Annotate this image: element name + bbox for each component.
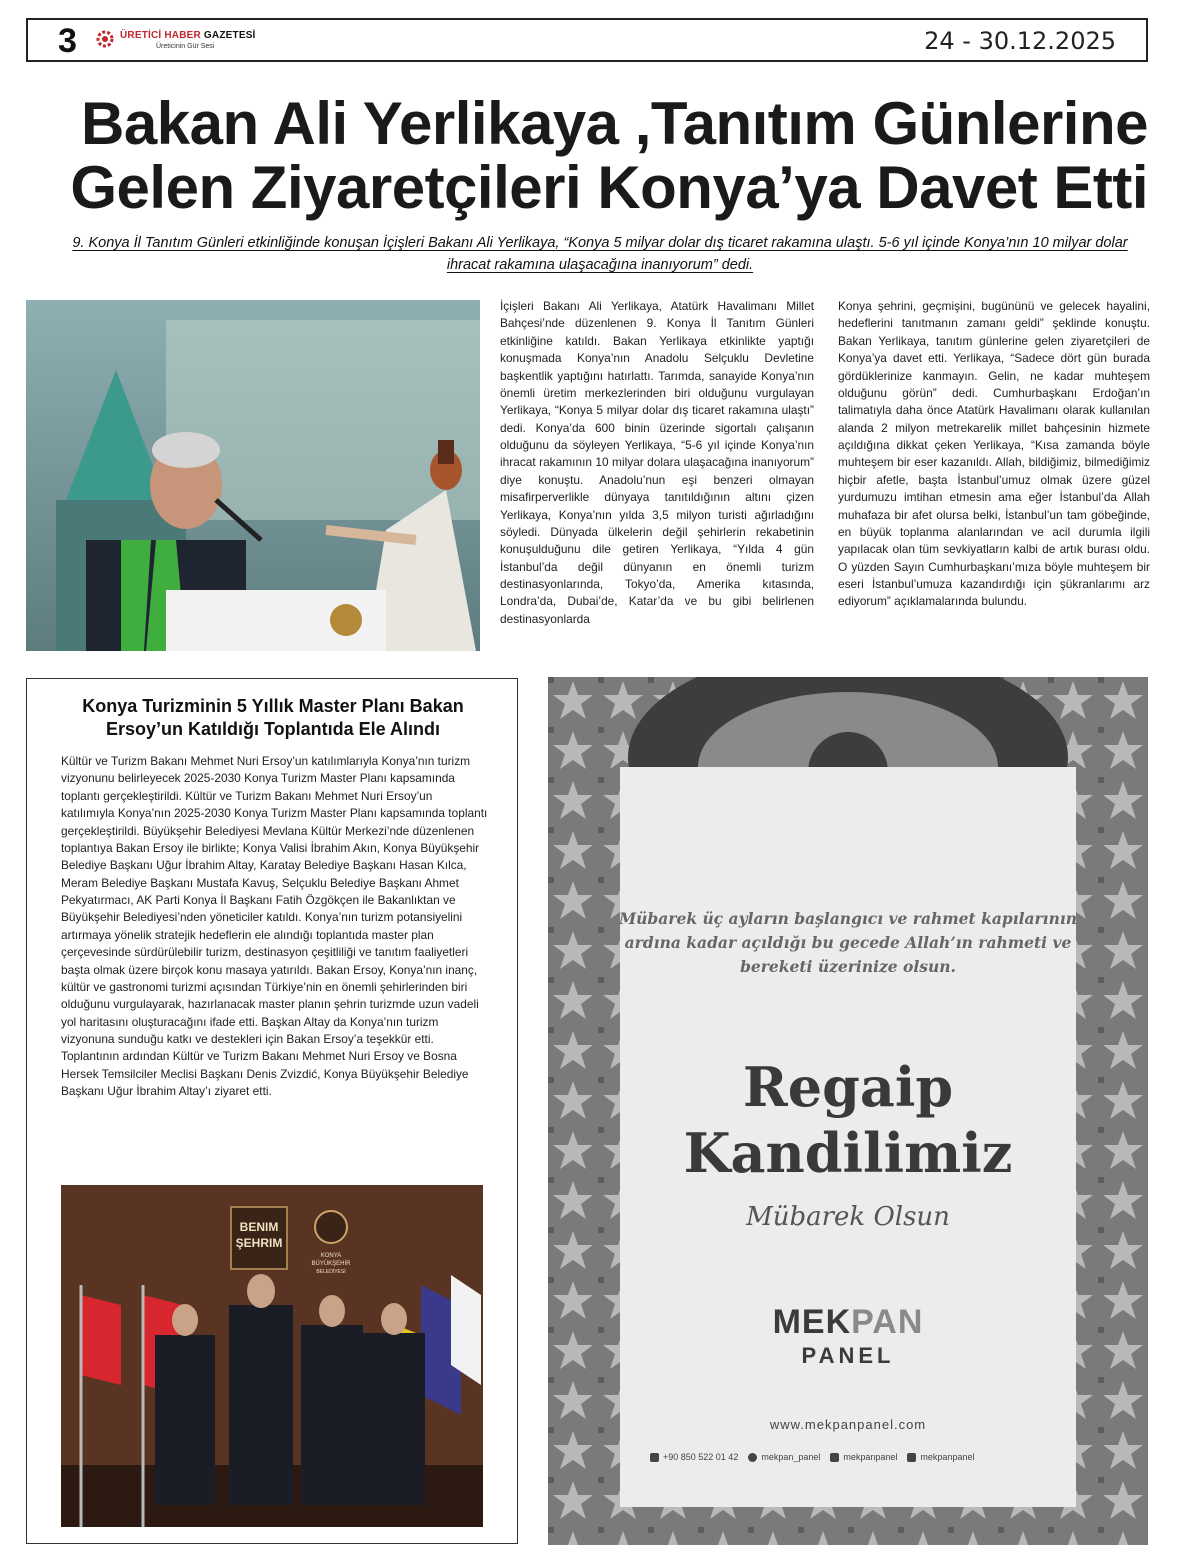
ad-title-line2: Kandilimiz	[683, 1120, 1013, 1185]
photo-sign-line1: BENIM	[239, 1220, 279, 1234]
main-article-column-1: İçişleri Bakanı Ali Yerlikaya, Atatürk Havalimanı Millet Bahçesi’nde düzenlenen 9. Konya İl Tanıtım Günleri etkinliğine katıldı. Bakan Yerlikaya etkinlikte yaptığı konuşmada Konya’nın Anadolu Selçuklu Devletine başkentlik yaptığını hatırlattı. Tarımda, sanayide Konya’nın önemli üretim merkezlerinden biri olduğunu vurgulayan Yerlikaya, “Konya 5 milyar dolar dış ticaret rakamına ulaştı” dedi. Konya’da 600 binin üzerinde sigortalı çalışanın olduğunu da söyleyen Yerlikaya, “5-6 yıl içinde Konya’nın ihracat rakamının 10 milyar dolara ulaşacağına inanıyorum” diye konuştu. Anadolu’nun eşi benzeri olmayan misafirperverlikle dünyaya tanıtıldığının altını çizen Yerlikaya, Konya’nın yılda 3,5 milyon turisti ağırladığını söyledi. Dünyada ülkelerin değil şehirlerin rekabetinin konuşulduğunu dile getiren Yerlikaya, “Yılda 4 gün İstanbul’da değil dünyanın en önemli turizm destinasyonlarında, Tokyo’da, Amerika kıtasında, Londra’da, Dubai’de, Katar’da ve bu gibi belirlenen destinasyonlarda	[500, 299, 814, 626]
ad-title	[608, 1055, 1088, 1187]
linkedin-icon	[907, 1453, 916, 1462]
page-header	[26, 18, 1148, 62]
main-article-photo	[26, 300, 480, 651]
side-article	[26, 678, 518, 1544]
ad-linkedin[interactable]: mekpanpanel	[907, 1452, 974, 1462]
page-number: 3	[58, 22, 77, 60]
ad-contacts	[650, 1452, 1050, 1462]
logo-title: ÜRETİCİ HABER GAZETESİ	[120, 30, 256, 41]
ad-instagram[interactable]: mekpan_panel	[748, 1452, 820, 1462]
side-article-title: Konya Turizminin 5 Yıllık Master Planı Bakan Ersoy’un Katıldığı Toplantıda Ele Alındı	[82, 696, 464, 740]
main-deck: 9. Konya İl Tanıtım Günleri etkinliğinde konuşan İçişleri Bakanı Ali Yerlikaya, “Konya 5 milyar dolar dış ticaret rakamına ulaştı. 5-6 yıl içinde Konya’nın 10 milyar dolar ihracat rakamına ulaşacağına inanıyorum” dedi.	[72, 235, 1128, 274]
ad-phone[interactable]: +90 850 522 01 42	[650, 1452, 738, 1462]
phone-icon	[650, 1453, 659, 1462]
main-headline: Bakan Ali Yerlikaya ,Tanıtım Günlerine Gelen Ziyaretçileri Konya’ya Davet Etti	[70, 90, 1148, 222]
gear-icon	[94, 28, 116, 50]
side-article-photo	[61, 1185, 483, 1527]
issue-date: 24 - 30.12.2025	[924, 27, 1116, 55]
ad-script-text: Mübarek Olsun	[746, 1202, 950, 1232]
mekpan-logo[interactable]: MEKPAN	[772, 1303, 924, 1341]
photo-logo-line2: BÜYÜKŞEHİR	[311, 1261, 351, 1267]
main-article-column-2: Konya şehrini, geçmişini, bugününü ve gelecek hayalini, hedeflerini tanıtmanın zamanı geldi” şeklinde konuştu. Bakan Yerlikaya, tanıtım günlerine gelen ziyaretçileri de Konya’ya davet etti. Yerlikaya, “Sadece dört gün burada gördüklerinize kanmayın. Gelin, ne kadar muhteşem olduğunu görün” dedi. Cumhurbaşkanı Erdoğan’ın talimatıyla daha önce Atatürk Havalimanı olarak kullanılan alanda 2 milyon metrekarelik millet bahçesinin hizmete açıldığına dikkat çeken Yerlikaya, “Kısa zamanda böyle muhteşem bir eser kazanıldı. Allah, bildiğimiz, bilmediğimiz hiçbir afetle, başta İstanbul’umuz olmak üzere güzel yurdumuzu imtihan etmesin ama eğer İstanbul’da Allah muhafaza bir afet olursa belki, İstanbul’un tam göbeğinde, en büyük toplanma alanlarından ve acil durumla ilgili yapılacak olan tüm sevkiyatların kalbi de artık burası oldu. O yüzden Sayın Cumhurbaşkanı’mıza böyle muhteşem bir eseri İstanbul’umuza kazandırdığı için şükranlarımı arz ediyorum” açıklamalarında bulundu.	[838, 299, 1150, 609]
photo-sign-line2: ŞEHRIM	[235, 1236, 283, 1250]
side-article-body: Kültür ve Turizm Bakanı Mehmet Nuri Ersoy’un katılımlarıyla Konya’nın turizm vizyonunu belirleyecek 2025-2030 Konya Turizm Master Planı kapsamında toplantı gerçekleştirildi. Kültür ve Turizm Bakanı Mehmet Nuri Ersoy’un katılımıyla Konya’nın 2025-2030 Konya Turizm Master Planı kapsamında toplantı gerçekleştirildi. Büyükşehir Belediyesi Mevlana Kültür Merkezi’nde düzenlenen toplantıya Bakan Ersoy ile birlikte; Konya Valisi İbrahim Akın, Konya Büyükşehir Belediye Başkanı Uğur İbrahim Altay, Karatay Belediye Başkanı Hasan Kılca, Meram Belediye Başkanı Mustafa Kavuş, Selçuklu Belediye Başkanı Ahmet Pekyatırmacı, AK Parti Konya İl Başkanı Fatih Özgökçen ile Bakanlıktan ve Büyükşehir Belediyesi’nden yöneticiler katıldı. Konya’nın turizm potansiyelini artırmaya yönelik stratejik hedeflerin ele alındığı toplantıda master plan çerçevesinde sürdürülebilir turizm, destinasyon çeşitliliği ve tanıtım faaliyetleri başta olmak üzere birçok konu masaya yatırıldı. Bakan Ersoy, Konya’nın inanç, kültür ve gastronomi turizmi açısından Türkiye’nin en önemli şehirlerinden biri olduğunu vurgulayarak, hazırlanacak master planın şehrin turizmde uzun vadeli yol haritasını oluşturacağını ifade etti. Başkan Altay da Konya’nın turizm vizyonuna sunduğu katkı ve destekleri için Bakan Ersoy’a teşekkür etti. Toplantının ardından Kültür ve Turizm Bakanı Mehmet Nuri Ersoy ve Bosna Hersek Temsilciler Meclisi Başkanı Denis Zvizdić, Konya Büyükşehir Belediye Başkanı Uğur İbrahim Altay’ı ziyaret etti.	[61, 754, 488, 1099]
mekpan-logo-sub: PANEL	[801, 1343, 895, 1368]
regaip-kandili-ad	[548, 677, 1148, 1545]
ad-message: Mübarek üç ayların başlangıcı ve rahmet kapılarının ardına kadar açıldığı bu gecede Allah’ın rahmeti ve bereketi üzerinize olsun.	[618, 909, 1077, 977]
instagram-icon	[748, 1453, 757, 1462]
facebook-icon	[830, 1453, 839, 1462]
logo-slogan: Üreticinin Gür Sesi	[156, 43, 215, 50]
ad-website-link[interactable]: www.mekpanpanel.com	[769, 1417, 927, 1432]
ad-facebook[interactable]: mekpanpanel	[830, 1452, 897, 1462]
ad-title-line1: Regaip	[742, 1055, 954, 1119]
photo-logo-line1: KONYA	[320, 1253, 342, 1259]
photo-logo-line3: BELEDİYESİ	[316, 1269, 346, 1275]
